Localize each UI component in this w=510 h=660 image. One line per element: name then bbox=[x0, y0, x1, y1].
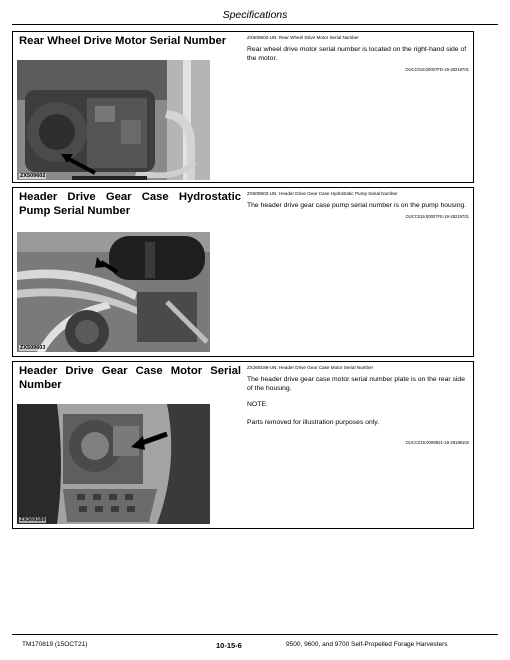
reference-code: OUCC019,0000B21-19-28198102 bbox=[405, 440, 469, 445]
footer-manual-title: 9500, 9600, and 9700 Self-Propelled Forage Harvesters bbox=[286, 641, 448, 648]
figure-tag: ZX509602-UN: Rear Wheel Drive Motor Serial Number bbox=[247, 35, 359, 40]
body-text: The header drive gear case pump serial number is on the pump housing. bbox=[247, 202, 467, 209]
reference-code: OUCC019,00007FE-19-28219701 bbox=[405, 214, 469, 219]
page-header: Specifications bbox=[222, 9, 288, 21]
note-label: NOTE: bbox=[247, 401, 268, 408]
footer-rule bbox=[12, 634, 498, 635]
section-rear-wheel-drive-motor bbox=[12, 31, 474, 183]
section-title: Header Drive Gear Case Motor Serial Number bbox=[19, 365, 241, 391]
text-column bbox=[247, 188, 469, 219]
photo-header-drive-motor bbox=[17, 404, 210, 524]
section-header-drive-motor bbox=[12, 361, 474, 529]
section-title: Rear Wheel Drive Motor Serial Number bbox=[19, 35, 227, 47]
section-header-drive-pump bbox=[12, 187, 474, 357]
body-text: The header drive gear case motor serial number plate is on the rear side of the housing. bbox=[247, 376, 465, 392]
text-column bbox=[247, 362, 469, 445]
footer-manual-id: TM170819 (15OCT21) bbox=[22, 641, 88, 648]
footer-page-number: 10-15-6 bbox=[216, 641, 242, 650]
photo-label: ZX509603 bbox=[20, 345, 46, 351]
section-title: Header Drive Gear Case Hydrostatic Pump Serial Number bbox=[19, 191, 241, 217]
photo-label: ZX509602 bbox=[20, 173, 46, 179]
figure-tag: ZX369189-UN: Header Drive Gear Case Motor Serial Number bbox=[247, 365, 374, 370]
pump-illustration bbox=[17, 232, 210, 352]
header-rule bbox=[12, 24, 498, 25]
photo-header-drive-pump bbox=[17, 232, 210, 352]
body-text: Rear wheel drive motor serial number is located on the right-hand side of the motor. bbox=[247, 46, 467, 62]
photo-label: ZX369189 bbox=[20, 517, 46, 523]
note-text: Parts removed for illustration purposes only. bbox=[247, 419, 380, 426]
reference-code: OUCC019,00007FD-19-28219701 bbox=[405, 67, 469, 72]
gear-case-illustration bbox=[17, 404, 210, 524]
photo-rear-wheel-drive-motor bbox=[17, 60, 210, 180]
motor-illustration bbox=[17, 60, 210, 180]
text-column bbox=[247, 32, 469, 72]
figure-tag: ZX509603-UN: Header Drive Gear Case Hydrostatic Pump Serial Number bbox=[247, 191, 398, 196]
